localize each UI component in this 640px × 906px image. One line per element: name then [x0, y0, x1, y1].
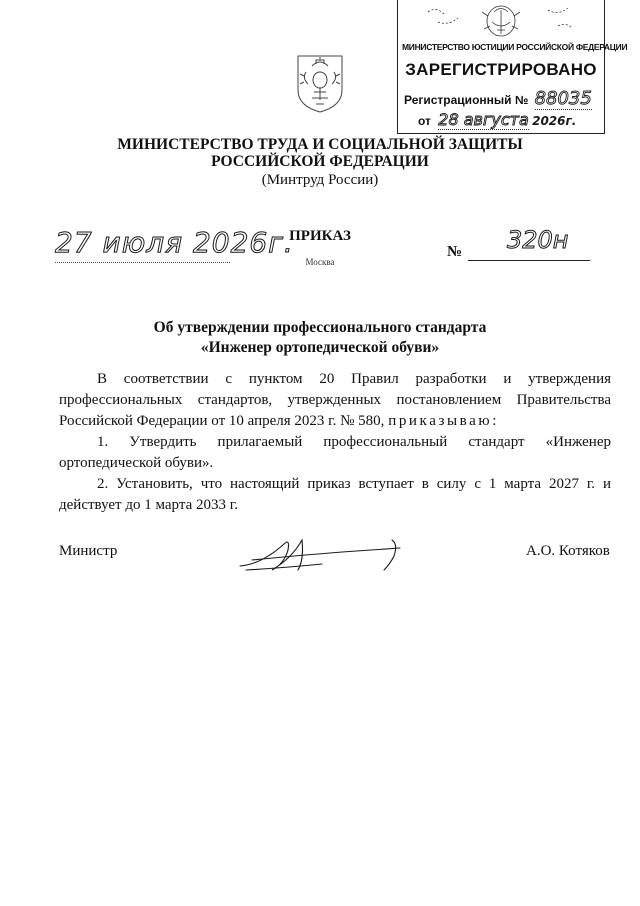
stamp-ministry-name: МИНИСТЕРСТВО ЮСТИЦИИ РОССИЙСКОЙ ФЕДЕРАЦИИ — [402, 42, 628, 52]
order-subject — [120, 318, 520, 358]
handwritten-signature — [232, 530, 408, 578]
stamp-date-year: 2026г. — [532, 114, 577, 128]
ministry-title-line2: РОССИЙСКОЙ ФЕДЕРАЦИИ — [211, 153, 429, 170]
stamp-date-label: от — [418, 114, 431, 128]
subject-line1: Об утверждении профессионального стандарта — [153, 319, 487, 336]
stamp-registration-line — [404, 88, 592, 109]
ministry-short-name: (Минтруд России) — [261, 172, 379, 188]
preamble-end: : — [492, 413, 497, 429]
body-item-1: 1. Утвердить прилагаемый профессиональный стандарт «Инженер ортопедической обуви». — [59, 434, 611, 471]
signatory-name: А.О. Котяков — [526, 543, 610, 559]
stamp-date-line — [418, 110, 576, 129]
stamp-reg-number: 88035 — [534, 88, 592, 109]
subject-line2: «Инженер ортопедической обуви» — [200, 339, 440, 356]
preamble-spaced-word: приказываю — [388, 413, 493, 429]
ministry-title-line1: МИНИСТЕРСТВО ТРУДА И СОЦИАЛЬНОЙ ЗАЩИТЫ — [117, 136, 523, 153]
date-underline — [55, 262, 230, 263]
number-sign: № — [447, 244, 463, 260]
document-city: Москва — [305, 257, 335, 267]
ministry-title — [100, 136, 540, 170]
stamp-reg-label: Регистрационный № — [404, 93, 529, 107]
preamble-text: В соответствии с пунктом 20 Правил разработки и утверждения профессиональных стандартов, утвержденных постановлением Правительства Российской Федерации от 10 апреля 2023 г. № 580, — [59, 371, 611, 429]
order-date-handwritten: 27 июля 2026г. — [55, 226, 294, 259]
document-type: ПРИКАЗ — [289, 228, 351, 244]
number-underline — [468, 260, 590, 261]
body-paragraph-preamble — [59, 369, 611, 432]
stamp-emblem-row — [398, 2, 604, 40]
signatory-title: Министр — [59, 543, 118, 559]
body-item-2: 2. Установить, что настоящий приказ вступает в силу с 1 марта 2027 г. и действует до 1 марта 2033 г. — [59, 476, 611, 513]
registration-stamp — [397, 0, 628, 134]
stamp-status: ЗАРЕГИСТРИРОВАНО — [405, 60, 597, 79]
order-number-handwritten: 320н — [507, 226, 569, 254]
coat-of-arms-icon — [290, 50, 350, 114]
stamp-emblem-icon — [398, 2, 604, 40]
stamp-date-handwritten: 28 августа — [438, 110, 529, 129]
order-body — [59, 369, 611, 516]
